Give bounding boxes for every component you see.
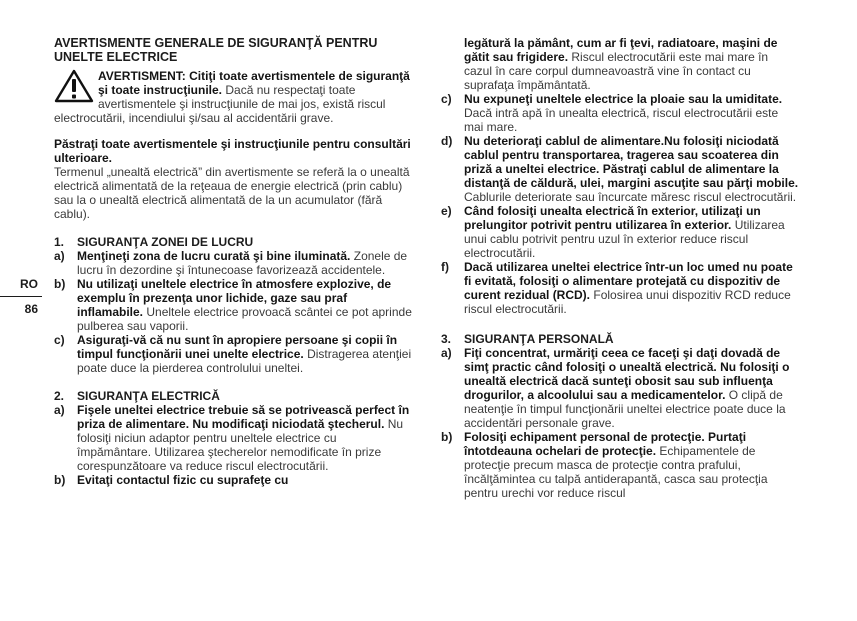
section-number: 1. bbox=[54, 235, 65, 249]
section-title: SIGURANŢA ZONEI DE LUCRU bbox=[77, 235, 254, 249]
item-text: Utilizarea unui cablu potrivit pentru uzul în exterior reduce riscul electrocutării. bbox=[464, 218, 785, 260]
list-item bbox=[441, 260, 799, 316]
item-label: c) bbox=[441, 92, 452, 106]
warning-body: Dacă nu respectaţi toate avertismentele şi instrucţiunile de mai jos, există riscul electrocutării, incendiului şi/sau al accidentării grave. bbox=[54, 83, 386, 125]
list-item bbox=[54, 249, 412, 277]
list-item bbox=[54, 473, 412, 487]
list-item-continued bbox=[441, 36, 799, 92]
document-title: AVERTISMENTE GENERALE DE SIGURANŢĂ PENTRU UNELTE ELECTRICE bbox=[54, 36, 378, 64]
list-item bbox=[441, 346, 799, 430]
item-label: a) bbox=[54, 403, 65, 417]
item-label: f) bbox=[441, 260, 449, 274]
item-text: O clipă de neatenţie în timpul funcţionării uneltei electrice poate duce la accidentări personale grave. bbox=[464, 388, 786, 430]
item-heading: Nu deterioraţi cablul de alimentare.Nu folosiţi niciodată cablul pentru transportarea, tragerea sau scoaterea din priză a uneltei electrice. Păstraţi cablul de alimentare la distanţă de căldură, ulei, margini ascuţite sau părţi mobile. bbox=[464, 134, 799, 190]
item-text: Riscul electrocutării este mai mare în cazul în care corpul dumneavoastră vine în contact cu suprafaţa împământată. bbox=[464, 50, 769, 92]
list-item bbox=[54, 277, 412, 333]
warning-triangle-icon bbox=[54, 69, 94, 103]
section-heading bbox=[54, 235, 412, 249]
item-label: b) bbox=[54, 473, 66, 487]
item-heading: Nu utilizaţi uneltele electrice în atmosfere explozive, de exemplu în prezenţa unor lichide, gaze sau praf inflamabile. bbox=[77, 277, 392, 319]
page-marker bbox=[0, 277, 42, 316]
item-heading: Dacă utilizarea uneltei electrice într-un loc umed nu poate fi evitată, folosiţi o alimentare protejată cu dispozitiv de curent rezidual (RCD). bbox=[464, 260, 793, 302]
item-heading: legătură la pământ, cum ar fi ţevi, radiatoare, maşini de gătit sau frigidere. bbox=[464, 36, 778, 64]
language-code: RO bbox=[20, 277, 38, 291]
item-heading: Evitaţi contactul fizic cu suprafeţe cu bbox=[77, 473, 289, 487]
item-heading: Asiguraţi-vă că nu sunt în apropiere persoane şi copii în timpul funcţionării unei unelte electrice. bbox=[77, 333, 398, 361]
left-column bbox=[54, 36, 412, 487]
item-label: e) bbox=[441, 204, 452, 218]
keep-body: Termenul „unealtă electrică” din avertismente se referă la o unealtă electrică alimentată de la reţeaua de energie electrică (prin cablu) sau la o unealtă electrică alimentată de la un acumulator (fără cablu). bbox=[54, 165, 410, 221]
item-heading: Menţineţi zona de lucru curată şi bine iluminată. bbox=[77, 249, 351, 263]
item-text: Dacă intră apă în unealta electrică, riscul electrocutării este mai mare. bbox=[464, 106, 779, 134]
section-title: SIGURANŢA ELECTRICĂ bbox=[77, 389, 220, 403]
item-text: Zonele de lucru în dezordine şi întunecoase favorizează accidentele. bbox=[77, 249, 408, 277]
item-label: d) bbox=[441, 134, 453, 148]
item-text: Echipamentele de protecţie precum masca de protecţie contra prafului, încălţămintea cu talpă antiderapantă, casca sau protecţia pentru urechi vor reduce riscul bbox=[464, 444, 768, 500]
warning-heading: AVERTISMENT: Citiţi toate avertismentele de siguranţă şi toate instrucţiunile. bbox=[98, 69, 410, 97]
list-item bbox=[441, 134, 799, 204]
section-heading bbox=[54, 389, 412, 403]
section-title: SIGURANŢA PERSONALĂ bbox=[464, 332, 614, 346]
right-column bbox=[441, 36, 799, 500]
item-heading: Nu expuneţi uneltele electrice la ploaie sau la umiditate. bbox=[464, 92, 783, 106]
section-heading bbox=[441, 332, 799, 346]
item-label: b) bbox=[54, 277, 66, 291]
marker-divider bbox=[0, 296, 42, 297]
item-heading: Fiţi concentrat, urmăriţi ceea ce faceţi şi daţi dovadă de simţ practic când folosiţi o unealtă electrică. Nu folosiţi o unealtă electrică dacă sunteţi obosit sau sub influenţa drogurilor, a alcoolului sau a medicamentelor. bbox=[464, 346, 790, 402]
warning-text bbox=[54, 69, 412, 125]
section-number: 3. bbox=[441, 332, 452, 346]
item-heading: Folosiţi echipament personal de protecţie. Purtaţi întotdeauna ochelari de protecţie. bbox=[464, 430, 747, 458]
list-item bbox=[54, 333, 412, 375]
keep-heading: Păstraţi toate avertismentele şi instrucţiunile pentru consultări ulterioare. bbox=[54, 137, 411, 165]
item-heading: Când folosiţi unealta electrică în exterior, utilizaţi un prelungitor potrivit pentru utilizarea în exterior. bbox=[464, 204, 761, 232]
list-item bbox=[441, 204, 799, 260]
item-text: Nu folosiţi niciun adaptor pentru uneltele electrice cu împământare. Utilizarea ştecherelor nemodificate în prize corespunzătoare va reduce riscul electrocutării. bbox=[77, 417, 404, 473]
item-text: Distragerea atenţiei poate duce la pierderea controlului uneltei. bbox=[77, 347, 412, 375]
item-label: b) bbox=[441, 430, 453, 444]
page-number: 86 bbox=[24, 302, 38, 316]
item-heading: Fişele uneltei electrice trebuie să se potrivească perfect în priza de alimentare. Nu modificaţi niciodată ştecherul. bbox=[77, 403, 410, 431]
list-item bbox=[441, 92, 799, 134]
item-label: a) bbox=[441, 346, 452, 360]
keep-instructions bbox=[54, 137, 412, 221]
item-text: Uneltele electrice provoacă scântei ce pot aprinde pulberea sau vaporii. bbox=[77, 305, 412, 333]
item-label: c) bbox=[54, 333, 65, 347]
list-item bbox=[54, 403, 412, 473]
section-number: 2. bbox=[54, 389, 65, 403]
list-item bbox=[441, 430, 799, 500]
item-text: Folosirea unui dispozitiv RCD reduce riscul electrocutării. bbox=[464, 288, 791, 316]
item-label: a) bbox=[54, 249, 65, 263]
warning-block bbox=[54, 69, 412, 125]
item-text: Cablurile deteriorate sau încurcate măresc riscul electrocutării. bbox=[464, 190, 797, 204]
